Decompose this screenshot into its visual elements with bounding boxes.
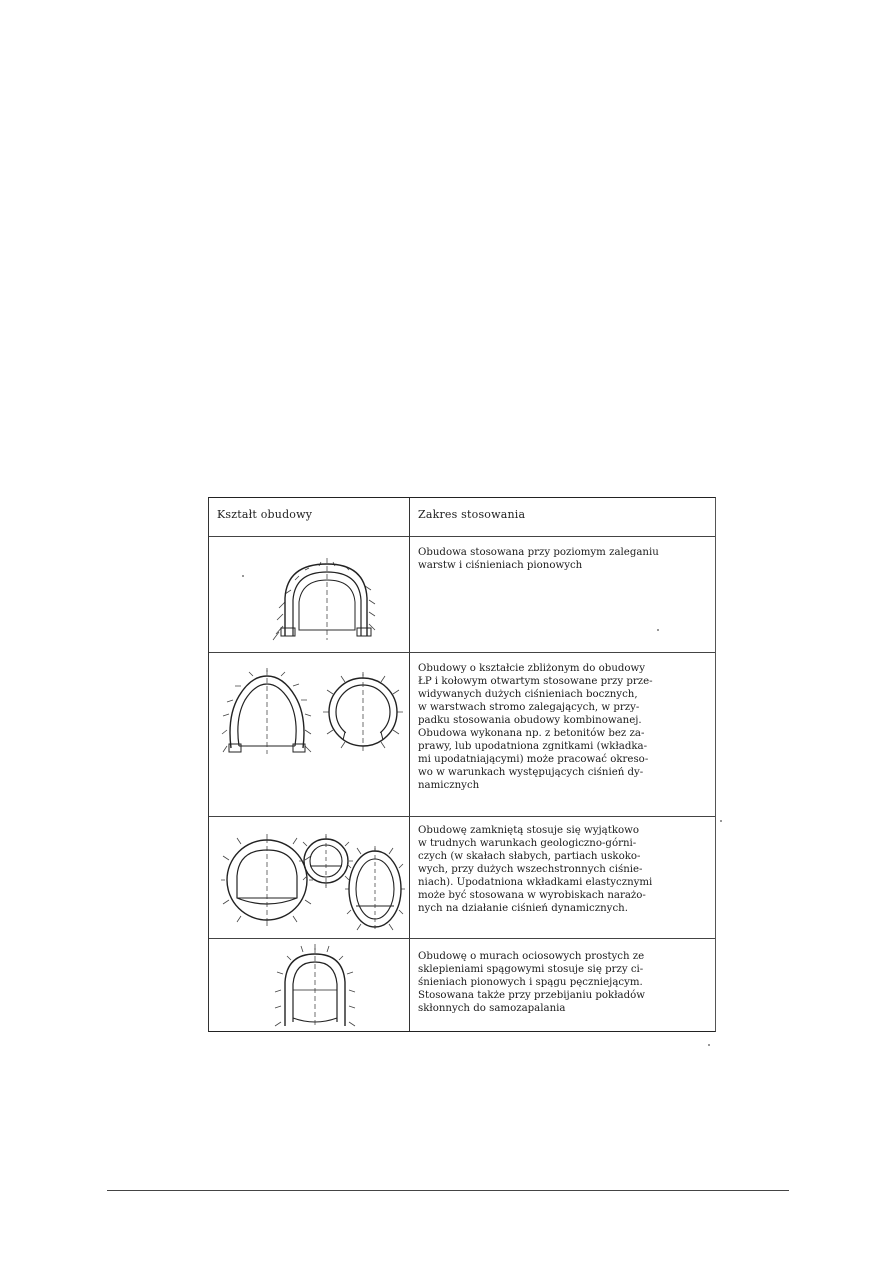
figure-closed-elliptical-lining — [345, 846, 405, 936]
row-1-description — [418, 546, 706, 572]
scan-speck — [242, 575, 244, 577]
row-1-line-1: Obudowa stosowana przy poziomym zaleganiu — [418, 547, 659, 558]
row-4-line-1: Obudowę o murach ociosowych prostych ze — [418, 951, 645, 962]
row-2-line-8: mi upodatniającymi) może pracować okreso- — [418, 754, 649, 765]
row-1-divider — [209, 652, 715, 653]
row-2-line-2: ŁP i kołowym otwartym stosowane przy prze- — [418, 676, 653, 687]
figure-horseshoe-lining — [221, 666, 313, 760]
figure-open-circular-lining — [323, 672, 403, 760]
row-2-line-10: namicznych — [418, 780, 480, 791]
figure-straight-wall-lining — [273, 942, 357, 1034]
row-1-line-2: warstw i ciśnieniach pionowych — [418, 560, 583, 571]
row-3-line-1: Obudowę zamkniętą stosuje się wyjątkowo — [418, 825, 639, 836]
row-2-line-3: widywanych dużych ciśnieniach bocznych, — [418, 689, 638, 700]
row-3-line-2: w trudnych warunkach geologiczno-górni- — [418, 838, 637, 849]
row-3-line-7: nych na działanie ciśnień dynamicznych. — [418, 903, 628, 914]
footer-rule — [107, 1190, 789, 1191]
header-divider — [209, 536, 715, 537]
row-2-line-6: Obudowa wykonana np. z betonitów bez za- — [418, 728, 645, 739]
row-3-description — [418, 824, 706, 915]
row-2-line-1: Obudowy o kształcie zbliżonym do obudowy — [418, 663, 646, 674]
scan-speck — [657, 629, 659, 631]
scan-speck — [708, 1044, 710, 1046]
row-3-line-6: może być stosowana w wyrobiskach narażo- — [418, 890, 646, 901]
row-4-line-4: Stosowana także przy przebijaniu pokładów — [418, 990, 645, 1001]
row-3-divider — [209, 938, 715, 939]
row-3-line-4: wych, przy dużych wszechstronnych ciśnie- — [418, 864, 643, 875]
row-4-line-2: sklepieniami spągowymi stosuje się przy ci- — [418, 964, 644, 975]
figure-arch-lining — [269, 550, 384, 646]
row-2-line-7: prawy, lub upodatniona zgnitkami (wkładka- — [418, 741, 648, 752]
row-3-line-5: niach). Upodatniona wkładkami elastycznymi — [418, 877, 653, 888]
scan-speck — [720, 820, 722, 822]
row-4-line-5: skłonnych do samozapalania — [418, 1003, 566, 1014]
row-2-divider — [209, 816, 715, 817]
column-divider — [409, 498, 410, 1031]
row-2-line-4: w warstwach stromo zalegających, w przy- — [418, 702, 640, 713]
row-4-description — [418, 950, 706, 1015]
header-scope: Zakres stosowania — [418, 508, 526, 521]
lining-shapes-table — [208, 497, 716, 1032]
row-2-description — [418, 662, 706, 792]
header-shape: Kształt obudowy — [217, 508, 313, 521]
row-4-line-3: śnieniach pionowych i spągu pęczniejącym. — [418, 977, 643, 988]
row-3-line-3: czych (w skałach słabych, partiach uskoko- — [418, 851, 641, 862]
row-2-line-5: padku stosowania obudowy kombinowanej. — [418, 715, 642, 726]
row-2-line-9: wo w warunkach występujących ciśnień dy- — [418, 767, 644, 778]
